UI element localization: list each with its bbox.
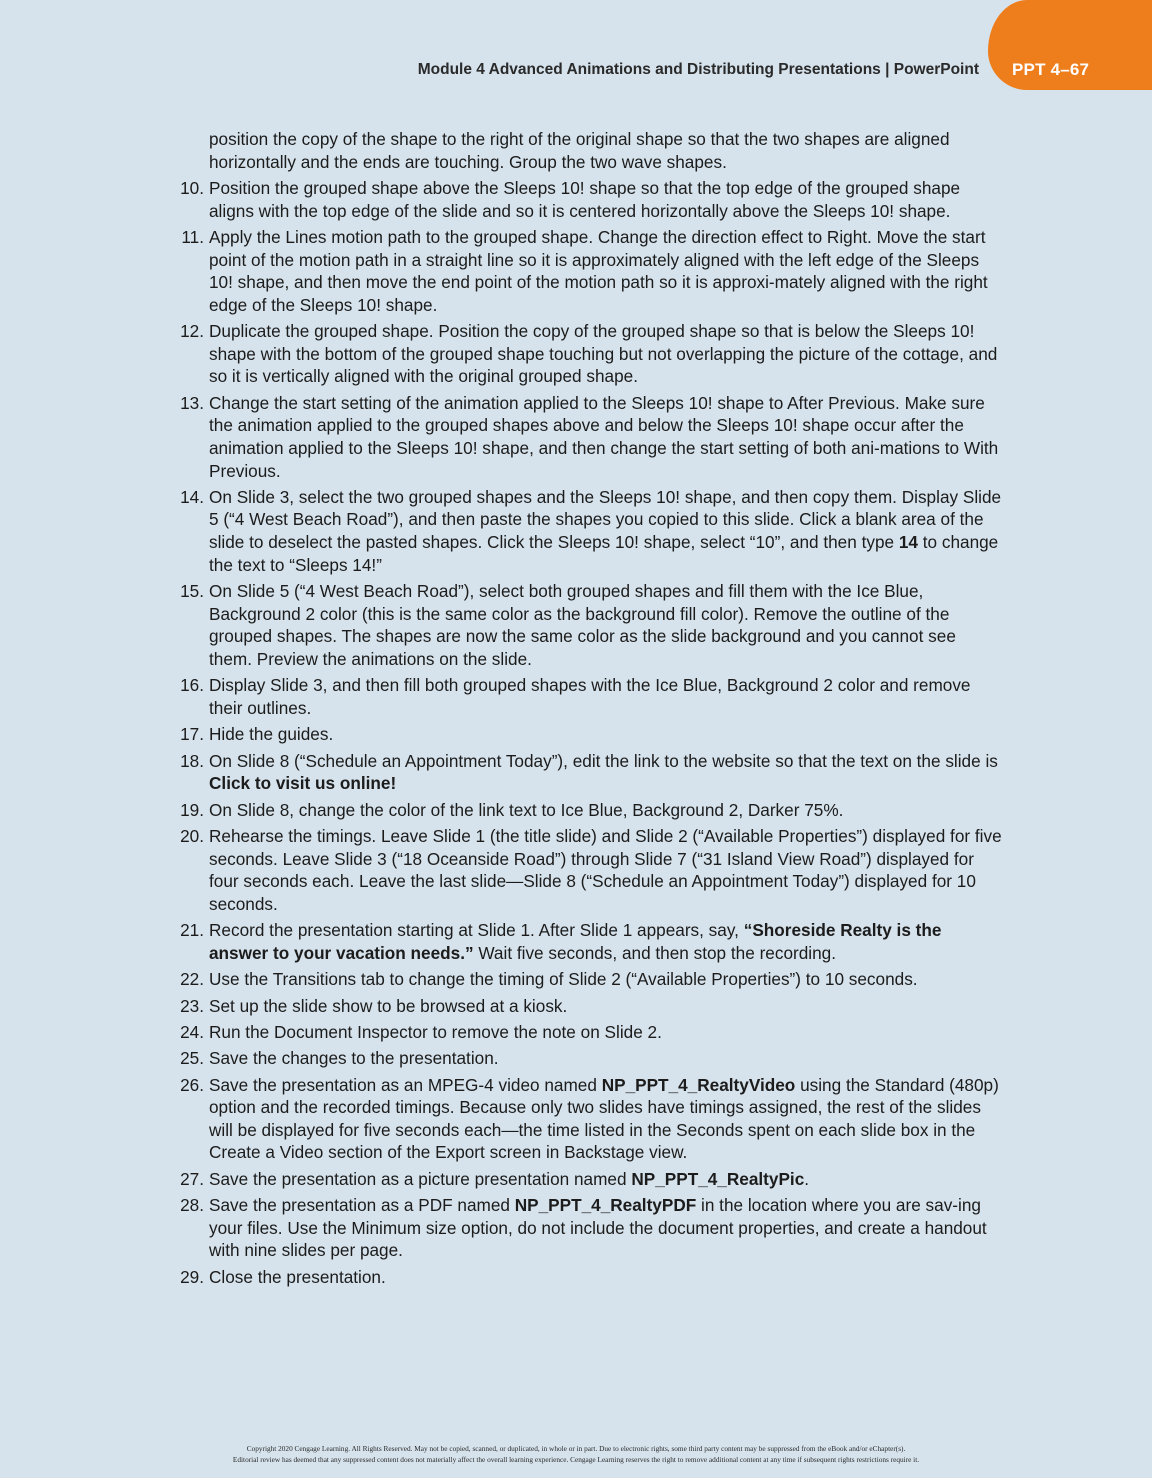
step-text — [209, 1075, 999, 1163]
step-number: 13. — [180, 392, 204, 413]
text-run: Run the Document Inspector to remove the note on Slide 2. — [209, 1021, 662, 1042]
step-item — [160, 1194, 1002, 1262]
step-text — [209, 969, 918, 989]
page-number-tab — [988, 0, 1152, 90]
step-number: 15. — [180, 581, 204, 602]
text-run: Save the presentation as a picture presentation named — [209, 1168, 632, 1189]
text-run: Save the presentation as a PDF named — [209, 1195, 515, 1216]
bold-text: 14 — [898, 532, 918, 553]
step-item — [160, 392, 1002, 482]
step-text — [209, 1195, 987, 1260]
copyright-notice — [0, 1443, 1152, 1465]
text-run: Close the presentation. — [209, 1266, 386, 1287]
text-run: Use the Transitions tab to change the timing of Slide 2 (“Available Properties”) to 10 seconds. — [209, 969, 918, 990]
step-text — [209, 178, 960, 221]
text-run: Hide the guides. — [209, 724, 334, 745]
step-number: 28. — [180, 1195, 204, 1216]
step-item — [160, 226, 1002, 316]
step-number: 27. — [180, 1168, 204, 1189]
step-item — [160, 995, 1002, 1018]
step-item — [160, 1047, 1002, 1070]
text-run: Rehearse the timings. Leave Slide 1 (the title slide) and Slide 2 (“Available Properties”) displayed for five seconds. Leave Slide 3 (“18 Oceanside Road”) through Slide 7 (“31 Island View Road”) displayed for four seconds each. Leave the last slide—Slide 8 (“Schedule an Appointment Today”) displayed for 10 seconds. — [209, 825, 1002, 914]
step-text — [209, 1267, 386, 1287]
text-run: On Slide 3, select the two grouped shapes and the Sleeps 10! shape, and then copy them. Display Slide 5 (“4 West Beach Road”), and then paste the shapes you copied to this slide. Click a blank area of the slide to deselect the pasted shapes. Click the Sleeps 10! shape, select “10”, and then type — [209, 486, 1002, 553]
page-number: PPT 4–67 — [1012, 60, 1090, 79]
copyright-line-1: Copyright 2020 Cengage Learning. All Rights Reserved. May not be copied, scanned, or duplicated, in whole or in part. Due to electronic rights, some third party content may be suppressed from the eBook and/or eChapter(s). — [246, 1444, 906, 1453]
text-run: Position the grouped shape above the Sleeps 10! shape so that the top edge of the grouped shape aligns with the top edge of the slide and so it is centered horizontally above the Sleeps 10! shape. — [209, 177, 961, 221]
text-run: Record the presentation starting at Slide 1. After Slide 1 appears, say, — [209, 920, 744, 941]
step-number: 25. — [180, 1048, 204, 1069]
step-item — [160, 486, 1002, 576]
step-text — [209, 129, 950, 172]
text-run: using the Standard (480p) option and the recorded timings. Because only two slides have timings assigned, the rest of the slides will be displayed for five seconds each—the time listed in the Seconds spent on each slide box in the Create a Video section of the Export screen in Backstage view. — [209, 1074, 999, 1163]
text-run: Save the changes to the presentation. — [209, 1048, 499, 1069]
copyright-line-2: Editorial review has deemed that any suppressed content does not materially affect the overall learning experience. Cengage Learning reserves the right to remove additional content at any time if subsequent rights restrictions require it. — [232, 1455, 920, 1464]
step-text — [209, 800, 843, 820]
step-number: 23. — [180, 995, 204, 1016]
text-run: to change the text to “Sleeps 14!” — [209, 532, 999, 575]
step-number: 20. — [180, 825, 204, 846]
step-item — [160, 320, 1002, 388]
step-item — [160, 128, 1002, 173]
step-number: 12. — [180, 321, 204, 342]
text-run: On Slide 8 (“Schedule an Appointment Today”), edit the link to the website so that the text on the slide is — [209, 750, 998, 771]
step-item — [160, 1168, 1002, 1191]
step-number: 24. — [180, 1021, 204, 1042]
step-item — [160, 1074, 1002, 1164]
text-run: . — [804, 1168, 810, 1189]
step-item — [160, 177, 1002, 222]
text-run: Save the presentation as an MPEG-4 video named — [209, 1074, 602, 1095]
text-run: Apply the Lines motion path to the grouped shape. Change the direction effect to Right. Move the start point of the motion path in a straight line so it is approximately aligned with the left edge of the Sleeps 10! shape, and then move the end point of the motion path so it is approxi-mately aligned with the right edge of the Sleeps 10! shape. — [209, 226, 988, 315]
step-text — [209, 393, 998, 481]
text-run: Display Slide 3, and then fill both grouped shapes with the Ice Blue, Background 2 color and remove their outlines. — [209, 675, 971, 718]
text-run: Change the start setting of the animation applied to the Sleeps 10! shape to After Previous. Make sure the animation applied to the grouped shapes above and below the Sleeps 10! shape occur after the animation applied to the Sleeps 10! shape, and then change the start setting of both ani-mations to With Previous. — [209, 392, 999, 481]
step-text — [209, 920, 941, 963]
step-item — [160, 968, 1002, 991]
step-text — [209, 1022, 662, 1042]
bold-text: NP_PPT_4_RealtyPDF — [514, 1195, 697, 1216]
text-run: On Slide 8, change the color of the link text to Ice Blue, Background 2, Darker 75%. — [209, 799, 844, 820]
text-run: in the location where you are sav-ing your files. Use the Minimum size option, do not include the document properties, and create a handout with nine slides per page. — [209, 1195, 987, 1261]
bold-text: NP_PPT_4_RealtyPic — [631, 1168, 805, 1189]
step-number: 21. — [180, 920, 204, 941]
text-run: Wait five seconds, and then stop the recording. — [473, 942, 836, 963]
step-item — [160, 580, 1002, 670]
step-item — [160, 723, 1002, 746]
step-number: 16. — [180, 675, 204, 696]
step-number: 19. — [180, 799, 204, 820]
step-text — [209, 1169, 809, 1189]
running-head: Module 4 Advanced Animations and Distributing Presentations | PowerPoint — [417, 61, 979, 78]
step-item — [160, 1266, 1002, 1289]
step-text — [209, 487, 1001, 575]
step-text — [209, 751, 998, 794]
bold-text: Click to visit us online! — [209, 773, 397, 794]
step-item — [160, 799, 1002, 822]
step-list — [160, 128, 1002, 1292]
step-number: 14. — [180, 486, 204, 507]
step-number: 10. — [180, 177, 204, 198]
step-text — [209, 1048, 499, 1068]
step-item — [160, 919, 1002, 964]
step-number: 11. — [181, 226, 204, 247]
bold-text: NP_PPT_4_RealtyVideo — [601, 1074, 796, 1095]
bold-text: “Shoreside Realty is the answer to your vacation needs.” — [209, 920, 942, 963]
step-text — [209, 996, 567, 1016]
step-text — [209, 321, 997, 386]
step-item — [160, 825, 1002, 915]
step-text — [209, 227, 988, 315]
step-item — [160, 1021, 1002, 1044]
step-text — [209, 826, 1002, 914]
step-number: 22. — [180, 969, 204, 990]
text-run: On Slide 5 (“4 West Beach Road”), select both grouped shapes and fill them with the Ice Blue, Background 2 color (this is the same color as the background fill color). Remove the outline of the grouped shapes. The shapes are now the same color as the slide background and you cannot see them. Preview the animations on the slide. — [209, 581, 956, 669]
step-number: 29. — [180, 1266, 204, 1287]
step-number: 26. — [180, 1074, 204, 1095]
step-text — [209, 581, 956, 669]
step-item — [160, 750, 1002, 795]
step-item — [160, 674, 1002, 719]
text-run: Set up the slide show to be browsed at a kiosk. — [209, 995, 568, 1016]
text-run: Duplicate the grouped shape. Position the copy of the grouped shape so that is below the Sleeps 10! shape with the bottom of the grouped shape touching but not overlapping the picture of the cottage, and so it is vertically aligned with the original grouped shape. — [209, 321, 998, 387]
step-number: 18. — [180, 750, 204, 771]
step-text — [209, 675, 971, 718]
text-run: position the copy of the shape to the right of the original shape so that the two shapes are aligned horizontally and the ends are touching. Group the two wave shapes. — [209, 129, 950, 172]
step-text — [209, 724, 333, 744]
step-number: 17. — [180, 724, 204, 745]
